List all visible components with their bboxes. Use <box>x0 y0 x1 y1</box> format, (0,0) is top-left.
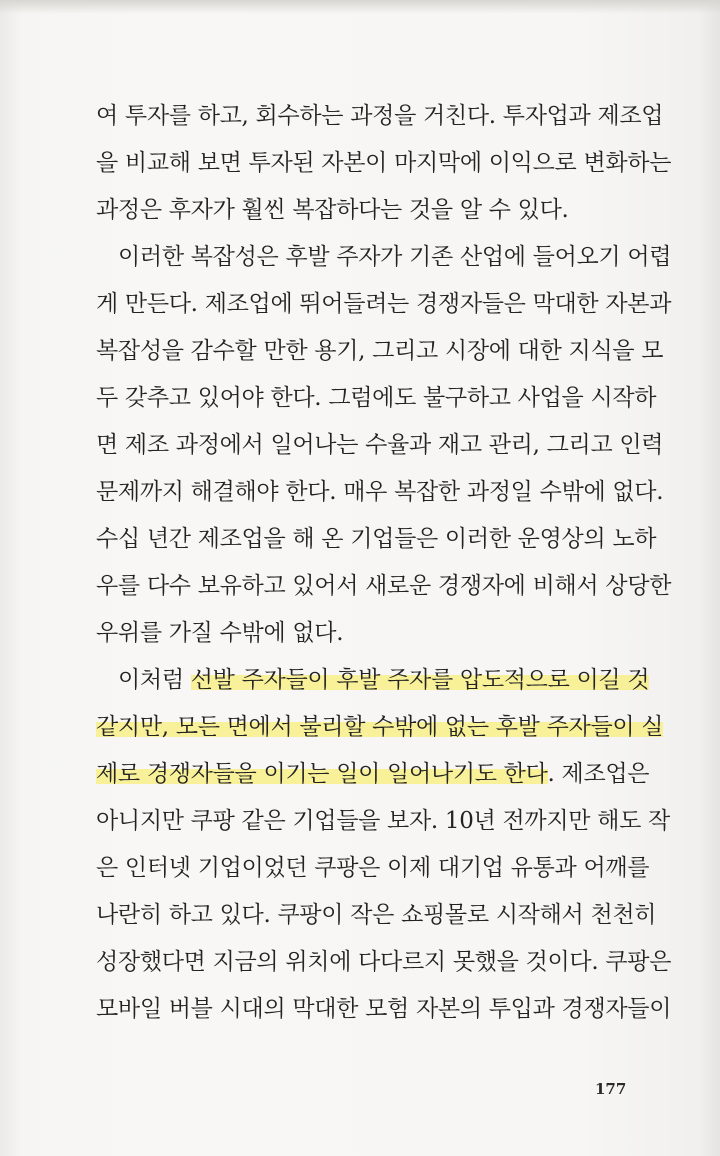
text-line <box>96 563 672 610</box>
text-line <box>96 422 664 469</box>
paragraph <box>96 657 672 1033</box>
text-line <box>96 845 650 892</box>
text-segment: 면 제조 과정에서 일어나는 수율과 재고 관리, 그리고 인력 <box>96 432 664 458</box>
text-segment: 두 갖추고 있어야 한다. 그럼에도 불구하고 사업을 시작하 <box>96 385 657 411</box>
text-segment: 우를 다수 보유하고 있어서 새로운 경쟁자에 비해서 상당한 <box>96 573 672 599</box>
text-line <box>96 328 664 375</box>
text-segment: 수십 년간 제조업을 해 온 기업들은 이러한 운영상의 노하 <box>96 526 657 552</box>
text-line <box>96 516 657 563</box>
text-line <box>96 281 672 328</box>
text-line <box>96 751 650 798</box>
text-line <box>96 140 672 187</box>
highlighted-text: 같지만, 모든 면에서 불리할 수밖에 없는 후발 주자들이 실 <box>96 714 664 740</box>
text-line <box>96 798 670 845</box>
text-segment: 여 투자를 하고, 회수하는 과정을 거친다. 투자업과 제조업 <box>96 103 664 129</box>
text-line <box>96 704 664 751</box>
text-segment: 모바일 버블 시대의 막대한 모험 자본의 투입과 경쟁자들이 <box>96 996 672 1022</box>
text-segment: 은 인터넷 기업이었던 쿠팡은 이제 대기업 유통과 어깨를 <box>96 855 650 881</box>
text-line <box>96 939 672 986</box>
highlighted-text: 선발 주자들이 후발 주자를 압도적으로 이길 것 <box>190 667 650 693</box>
text-line <box>96 375 657 422</box>
text-segment: 아니지만 쿠팡 같은 기업들을 보자. 10년 전까지만 해도 작 <box>96 808 670 834</box>
text-segment: 우위를 가질 수밖에 없다. <box>96 620 344 646</box>
text-segment: 을 비교해 보면 투자된 자본이 마지막에 이익으로 변화하는 <box>96 150 672 176</box>
text-line <box>96 234 672 281</box>
text-segment: 복잡성을 감수할 만한 용기, 그리고 시장에 대한 지식을 모 <box>96 338 664 364</box>
highlighted-text: 제로 경쟁자들을 이기는 일이 일어나기도 한다 <box>96 761 548 787</box>
text-line <box>96 610 636 657</box>
text-segment: . 제조업은 <box>547 761 650 787</box>
text-line <box>96 986 672 1033</box>
text-segment: 이처럼 <box>118 667 191 693</box>
body-text <box>96 93 672 1033</box>
text-segment: 나란히 하고 있다. 쿠팡이 작은 쇼핑몰로 시작해서 천천히 <box>96 902 657 928</box>
paragraph <box>96 93 672 234</box>
text-segment: 게 만든다. 제조업에 뛰어들려는 경쟁자들은 막대한 자본과 <box>96 291 672 317</box>
paragraph <box>96 234 672 657</box>
text-segment: 문제까지 해결해야 한다. 매우 복잡한 과정일 수밖에 없다. <box>96 479 664 505</box>
text-line <box>96 892 657 939</box>
text-segment: 과정은 후자가 훨씬 복잡하다는 것을 알 수 있다. <box>96 197 569 223</box>
page-number: 177 <box>595 1080 627 1098</box>
text-line <box>96 657 650 704</box>
page-edge-shadow <box>0 0 720 14</box>
text-line <box>96 187 636 234</box>
text-line <box>96 93 664 140</box>
text-line <box>96 469 664 516</box>
text-segment: 성장했다면 지금의 위치에 다다르지 못했을 것이다. 쿠팡은 <box>96 949 672 975</box>
text-segment: 이러한 복잡성은 후발 주자가 기존 산업에 들어오기 어렵 <box>118 244 672 270</box>
